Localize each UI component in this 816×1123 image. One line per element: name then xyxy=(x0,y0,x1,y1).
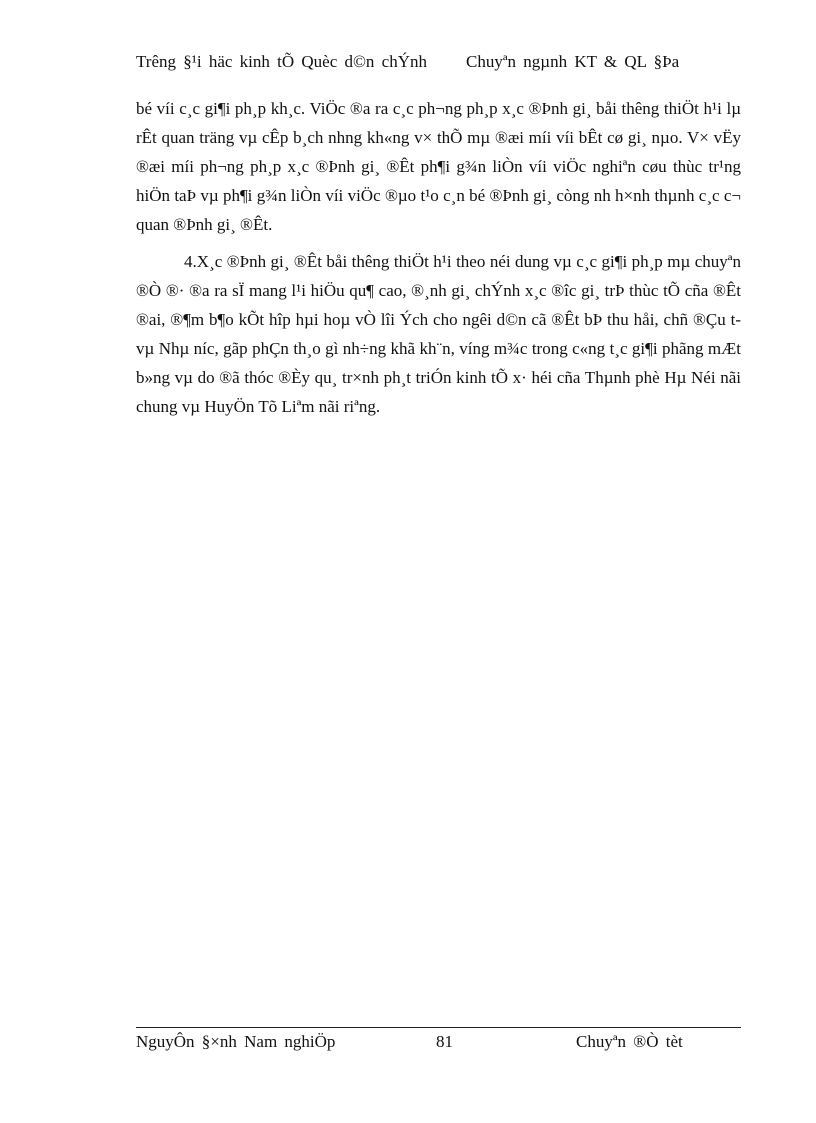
header-school-name: Trêng §¹i häc kinh tÕ Quèc d©n chÝnh xyxy=(136,52,427,71)
document-body xyxy=(136,94,741,421)
page-header xyxy=(136,52,741,92)
body-paragraph: bé víi c¸c gi¶i ph¸p kh¸c. ViÖc ®a ra c¸c ph¬ng ph¸p x¸c ®Þnh gi¸ båi thêng thiÖt h¹i lµ rÊt quan träng vµ cÊp b¸ch nhng kh«ng v× thÕ mµ ®æi míi víi bÊt cø gi¸ nµo. V× vËy ®æi míi ph¬ng ph¸p x¸c ®Þnh gi¸ ®Êt ph¶i g¾n liÒn víi viÖc nghiªn cøu thùc tr¹ng hiÖn taÞ vµ ph¶i g¾n liÒn víi viÖc ®µo t¹o c¸n bé ®Þnh gi¸ còng nh h×nh thµnh c¸c c¬ quan ®Þnh gi¸ ®Êt. xyxy=(136,99,741,234)
footer-thesis-label: Chuyªn ®Ò tèt xyxy=(576,1032,683,1051)
page-footer xyxy=(136,1031,741,1075)
header-major-name: Chuyªn ngµnh KT & QL §Þa xyxy=(466,52,680,71)
page-number: 81 xyxy=(436,1032,453,1051)
footer-author: NguyÔn §×nh Nam nghiÖp xyxy=(136,1032,336,1051)
body-paragraph-conclusion: 4.X¸c ®Þnh gi¸ ®Êt båi thêng thiÖt h¹i theo néi dung vµ c¸c gi¶i ph¸p mµ chuyªn ®Ò ®· ®a ra sÏ mang l¹i hiÖu qu¶ cao, ®¸nh gi¸ chÝnh x¸c ®îc gi¸ trÞ thùc tÕ cña ®Êt ®ai, ®¶m b¶o kÕt hîp hµi hoµ vÒ lîi Ých cho ngêi d©n cã ®Êt bÞ thu håi, chñ ®Çu t vµ Nhµ níc, gãp phÇn th¸o gì nh÷ng khã kh¨n, víng m¾c trong c«ng t¸c gi¶i phãng mÆt b»ng vµ do ®ã thóc ®Èy qu¸ tr×nh ph¸t triÓn kinh tÕ x· héi cña Thµnh phè Hµ Néi nãi chung vµ HuyÖn Tõ Liªm nãi riªng. xyxy=(136,252,741,416)
footer-divider xyxy=(136,1027,741,1028)
